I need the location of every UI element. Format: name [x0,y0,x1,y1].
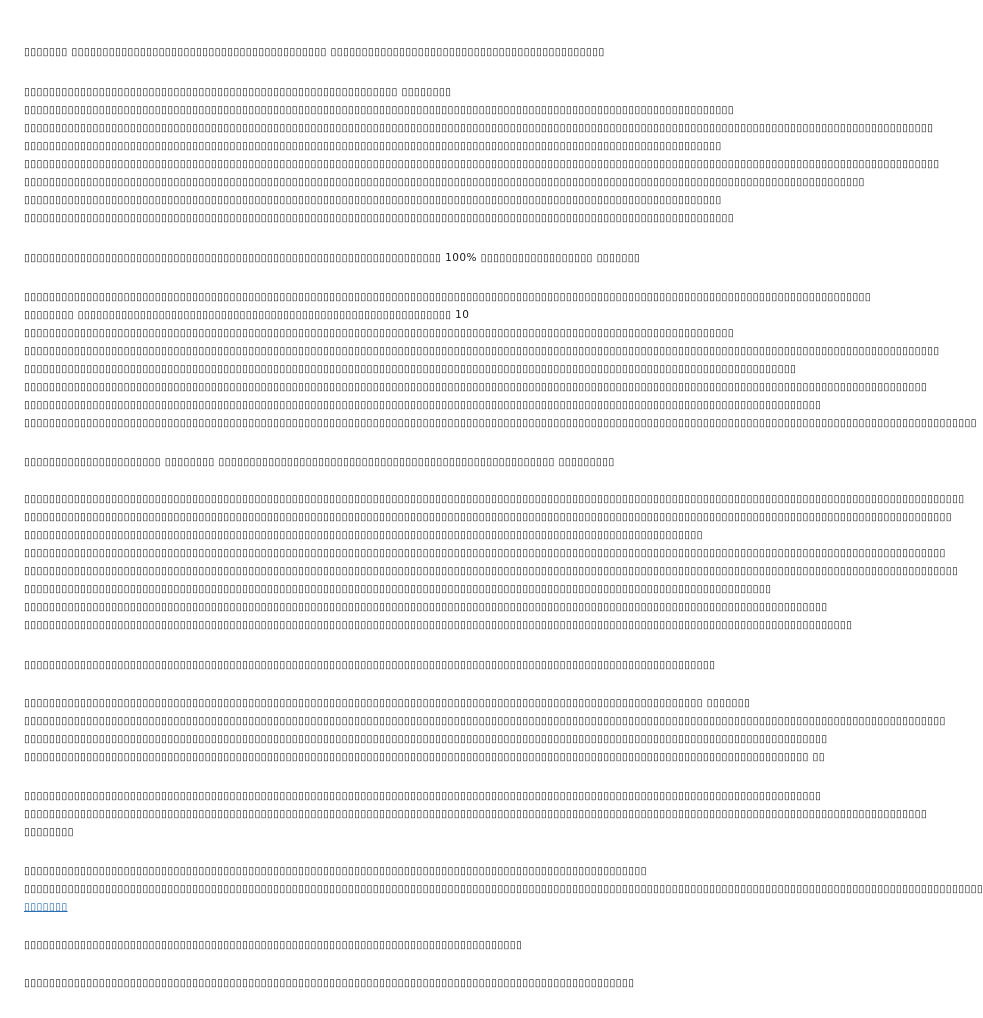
text-line: ▯▯▯▯▯▯▯▯▯▯▯▯▯▯▯▯▯▯▯▯▯▯▯▯▯▯▯▯▯▯▯▯▯▯▯▯▯▯▯▯▯▯▯▯▯▯▯▯▯▯▯▯▯▯▯▯▯▯▯▯▯▯▯▯▯▯▯▯▯▯▯▯▯▯▯▯▯▯▯▯▯▯▯▯▯▯▯▯▯▯▯▯▯▯▯▯▯▯▯▯▯▯▯▯▯▯▯▯▯▯▯▯ [24,140,722,152]
text-line: ▯▯▯▯▯▯▯▯▯▯▯▯▯▯▯▯▯▯▯▯▯▯▯▯▯▯▯▯▯▯▯▯▯▯▯▯▯▯▯▯▯▯▯▯▯▯▯▯▯▯▯▯▯▯▯▯▯▯▯▯▯▯▯▯▯▯▯▯▯▯▯▯▯▯▯▯▯▯▯▯▯▯▯▯▯▯▯▯▯▯▯▯▯▯▯▯▯▯▯▯▯▯▯▯▯▯▯▯▯▯▯▯▯▯▯▯▯▯▯▯▯▯▯▯ [24,363,797,375]
text-line: ▯▯▯▯▯▯▯▯▯▯▯▯▯▯▯▯▯▯▯▯▯▯▯▯▯▯▯▯▯▯▯▯▯▯▯▯▯▯▯▯▯▯▯▯▯▯▯▯▯▯▯▯▯▯▯▯▯▯▯▯▯▯▯▯▯▯▯▯▯▯▯▯▯▯▯▯▯▯▯▯▯▯▯▯▯▯▯▯▯▯▯▯▯▯▯▯▯▯▯▯▯▯▯▯▯▯▯▯▯▯▯▯▯▯▯▯▯▯▯▯▯▯▯▯▯▯ ▯▯ [24,751,825,763]
text-line: ▯▯▯▯▯▯▯▯ [24,826,74,838]
text-line: ▯▯▯▯▯▯▯▯▯▯▯▯▯▯▯▯▯▯▯▯▯▯▯▯▯▯▯▯▯▯▯▯▯▯▯▯▯▯▯▯▯▯▯▯▯▯▯▯▯▯▯▯▯▯▯▯▯▯▯▯▯▯▯▯▯▯▯▯▯▯▯▯▯▯▯▯▯▯▯▯▯▯▯▯▯▯▯▯▯▯▯▯▯▯▯▯▯▯▯▯▯▯▯▯▯▯▯▯▯▯▯▯▯▯ [24,104,735,116]
text-line: ▯▯▯▯▯▯▯▯▯▯▯▯▯▯▯▯▯▯▯▯▯▯▯▯▯▯▯▯▯▯▯▯▯▯▯▯▯▯▯▯▯▯▯▯▯▯▯▯▯▯▯▯▯▯▯▯▯▯▯▯ ▯▯▯▯▯▯▯▯ [24,86,452,98]
text-line: ▯▯▯▯▯▯▯▯▯▯▯▯▯▯▯▯▯▯▯▯▯▯▯▯▯▯▯▯▯▯▯▯▯▯▯▯▯▯▯▯▯▯▯▯▯▯▯▯▯▯▯▯▯▯▯▯▯▯▯▯▯▯▯▯▯▯▯▯▯▯▯▯▯▯▯▯▯▯▯▯▯▯▯▯▯▯▯▯▯▯▯▯▯▯▯▯▯▯▯▯▯▯▯▯▯▯▯▯▯▯▯▯▯▯▯▯▯▯▯▯▯▯▯▯▯▯▯▯▯▯▯▯▯▯▯▯▯▯▯▯▯▯▯▯▯▯ [24,122,934,134]
inline-link[interactable]: ▯▯▯▯▯▯▯ [24,901,68,913]
text-line: ▯▯▯▯▯▯▯▯▯▯▯▯▯▯▯▯▯▯▯▯▯▯▯▯▯▯▯▯▯▯▯▯▯▯▯▯▯▯▯▯▯▯▯▯▯▯▯▯▯▯▯▯▯▯▯▯▯▯▯▯▯▯▯▯▯▯▯▯▯▯▯▯▯▯▯▯▯▯▯▯▯▯▯▯▯▯▯▯▯▯▯▯▯▯▯▯▯▯▯▯▯▯▯▯▯▯▯▯▯▯▯▯▯▯▯▯▯▯▯▯▯▯▯▯▯▯▯▯▯▯▯▯▯▯▯▯▯▯▯▯▯▯▯▯▯▯▯▯▯▯▯▯▯ [24,417,977,429]
paragraph-3 [24,249,640,267]
text-line: ▯▯▯▯▯▯▯▯▯▯▯▯▯▯▯▯▯▯▯▯▯▯▯▯▯▯▯▯▯▯▯▯▯▯▯▯▯▯▯▯▯▯▯▯▯▯▯▯▯▯▯▯▯▯▯▯▯▯▯▯▯▯▯▯▯▯▯▯▯▯▯▯▯▯▯▯▯▯▯▯▯▯▯▯▯▯▯▯▯▯▯▯▯▯▯▯▯▯▯▯▯▯▯▯▯▯▯▯▯▯▯▯▯▯▯▯▯▯▯▯▯▯▯▯▯▯▯▯▯▯▯▯▯▯▯▯▯▯▯▯▯▯▯▯▯▯▯▯ [24,547,946,559]
paragraph-9 [24,787,927,841]
text-line: ▯▯▯▯▯▯▯▯▯▯▯▯▯▯▯▯▯▯▯▯▯▯▯▯▯▯▯▯▯▯▯▯▯▯▯▯▯▯▯▯▯▯▯▯▯▯▯▯▯▯▯▯▯▯▯▯▯▯▯▯▯▯▯▯▯▯▯▯▯▯▯▯▯▯▯▯▯▯▯▯▯▯▯▯▯▯▯▯▯▯▯▯▯▯▯▯▯▯▯▯▯▯▯▯▯▯▯▯▯▯▯▯▯▯▯▯▯▯▯▯▯▯▯▯▯▯▯▯ [24,399,822,411]
text-line: ▯▯▯▯▯▯▯▯▯▯▯▯▯▯▯▯▯▯▯▯▯▯▯▯▯▯▯▯▯▯▯▯▯▯▯▯▯▯▯▯▯▯▯▯▯▯▯▯▯▯▯▯▯▯▯▯▯▯▯▯▯▯▯▯▯▯▯▯▯▯▯▯▯▯▯▯▯▯▯▯ [24,939,523,951]
paragraph-11 [24,936,522,954]
text-line: ▯▯▯▯▯▯▯▯▯▯▯▯▯▯▯▯▯▯▯▯▯▯▯▯▯▯▯▯▯▯▯▯▯▯▯▯▯▯▯▯▯▯▯▯▯▯▯▯▯▯▯▯▯▯▯▯▯▯▯▯▯▯▯▯▯▯▯▯▯▯▯▯▯▯▯▯▯▯▯▯▯▯▯▯▯▯▯▯▯▯▯▯▯▯▯▯▯▯▯▯▯▯▯▯▯▯▯▯▯▯▯▯▯▯▯▯▯▯▯▯▯▯▯▯▯▯▯▯▯▯▯▯▯▯▯ [24,176,865,188]
paragraph-5 [24,453,615,471]
text-line: ▯▯▯▯▯▯▯▯▯▯▯▯▯▯▯▯▯▯▯▯▯▯▯▯▯▯▯▯▯▯▯▯▯▯▯▯▯▯▯▯▯▯▯▯▯▯▯▯▯▯▯▯▯▯▯▯▯▯▯▯▯▯▯▯▯▯▯▯▯▯▯▯▯▯▯▯▯▯▯▯▯▯▯▯▯▯▯▯▯▯▯▯▯▯▯▯▯▯▯▯▯▯▯▯▯▯▯▯▯▯▯▯▯▯▯▯▯▯▯▯▯▯▯▯▯▯▯▯▯▯▯▯▯▯▯▯ [24,291,872,303]
paragraph-10 [24,862,983,916]
link-line [24,898,983,916]
text-line: ▯▯▯▯▯▯▯▯▯▯▯▯▯▯▯▯▯▯▯▯▯▯▯▯▯▯▯▯▯▯▯▯▯▯▯▯▯▯▯▯▯▯▯▯▯▯▯▯▯▯▯▯▯▯▯▯▯▯▯▯▯▯▯▯▯▯▯▯▯▯▯▯▯▯▯▯▯▯▯▯▯▯▯▯▯▯▯▯▯▯▯▯▯▯▯▯▯▯▯▯▯▯▯▯▯▯▯▯▯▯▯▯▯▯ [24,212,735,224]
text-line: ▯▯▯▯▯▯▯▯▯▯▯▯▯▯▯▯▯▯▯▯▯▯ ▯▯▯▯▯▯▯▯ ▯▯▯▯▯▯▯▯▯▯▯▯▯▯▯▯▯▯▯▯▯▯▯▯▯▯▯▯▯▯▯▯▯▯▯▯▯▯▯▯▯▯▯▯▯▯▯▯▯▯▯▯▯▯ ▯▯▯▯▯▯▯▯▯ [24,456,615,468]
paragraph-6 [24,490,964,634]
text-line: ▯▯▯▯▯▯▯▯▯▯▯▯▯▯▯▯▯▯▯▯▯▯▯▯▯▯▯▯▯▯▯▯▯▯▯▯▯▯▯▯▯▯▯▯▯▯▯▯▯▯▯▯▯▯▯▯▯▯▯▯▯▯▯▯▯▯▯▯▯▯▯▯▯▯▯▯▯▯▯▯▯▯▯▯▯▯▯▯▯▯▯▯▯▯▯▯▯▯▯▯▯▯▯▯▯▯▯▯▯▯▯▯▯▯▯▯▯▯▯▯▯▯▯▯▯▯▯▯▯▯▯▯▯▯▯▯▯▯▯▯▯▯▯▯▯▯▯▯▯▯▯ [24,493,965,505]
text-line: ▯▯▯▯▯▯▯▯▯▯▯▯▯▯▯▯▯▯▯▯▯▯▯▯▯▯▯▯▯▯▯▯▯▯▯▯▯▯▯▯▯▯▯▯▯▯▯▯▯▯▯▯▯▯▯▯▯▯▯▯▯▯▯▯▯▯▯▯▯▯▯▯▯▯▯▯▯▯▯▯▯▯▯▯▯▯▯▯▯▯▯▯▯▯▯▯▯▯▯▯▯▯▯▯▯▯▯▯▯▯▯▯▯▯▯▯▯▯▯▯▯▯▯▯▯▯▯▯▯▯▯▯▯▯▯▯▯▯▯▯▯▯▯▯▯ [24,381,928,393]
text-line: ▯▯▯▯▯▯▯▯▯▯▯▯▯▯▯▯▯▯▯▯▯▯▯▯▯▯▯▯▯▯▯▯▯▯▯▯▯▯▯▯▯▯▯▯▯▯▯▯▯▯▯▯▯▯▯▯▯▯▯▯▯▯▯▯▯▯▯▯▯▯▯▯▯▯▯▯▯▯▯▯▯▯▯▯▯▯▯▯▯▯▯▯▯▯▯▯▯▯▯▯▯▯▯▯▯▯▯▯▯▯▯▯▯▯ [24,327,735,339]
paragraph-4 [24,288,977,432]
text-line: ▯▯▯▯▯▯▯▯▯▯▯▯▯▯▯▯▯▯▯▯▯▯▯▯▯▯▯▯▯▯▯▯▯▯▯▯▯▯▯▯▯▯▯▯▯▯▯▯▯▯▯▯▯▯▯▯▯▯▯▯▯▯▯▯▯▯▯▯▯▯▯▯▯▯▯▯▯▯▯▯▯▯▯▯▯▯▯▯▯▯▯▯▯▯▯▯▯▯▯▯▯▯▯▯▯▯▯▯▯▯▯▯▯▯▯▯▯▯▯▯▯▯▯▯▯▯▯▯▯ [24,733,828,745]
text-line: ▯▯▯▯▯▯▯▯▯▯▯▯▯▯▯▯▯▯▯▯▯▯▯▯▯▯▯▯▯▯▯▯▯▯▯▯▯▯▯▯▯▯▯▯▯▯▯▯▯▯▯▯▯▯▯▯▯▯▯▯▯▯▯▯▯▯▯▯▯▯▯▯▯▯▯▯▯▯▯▯▯▯▯▯▯▯▯▯▯▯▯▯▯▯▯▯▯▯▯▯▯▯▯▯▯▯▯▯▯▯▯▯▯▯▯▯▯▯▯▯▯▯▯▯▯▯▯▯ [24,790,822,802]
text-line: ▯▯▯▯▯▯▯▯▯▯▯▯▯▯▯▯▯▯▯▯▯▯▯▯▯▯▯▯▯▯▯▯▯▯▯▯▯▯▯▯▯▯▯▯▯▯▯▯▯▯▯▯▯▯▯▯▯▯▯▯▯▯▯▯▯▯▯▯▯▯▯▯▯▯▯▯▯▯▯▯▯▯▯▯▯▯▯▯▯▯▯▯▯▯▯▯▯▯▯▯ [24,865,647,877]
text-line: ▯▯▯▯▯▯▯▯▯▯▯▯▯▯▯▯▯▯▯▯▯▯▯▯▯▯▯▯▯▯▯▯▯▯▯▯▯▯▯▯▯▯▯▯▯▯▯▯▯▯▯▯▯▯▯▯▯▯▯▯▯▯▯▯▯▯▯▯▯▯▯▯▯▯▯▯▯▯▯▯▯▯▯▯▯▯▯▯▯▯▯▯▯▯▯▯▯▯▯▯▯▯▯▯▯▯▯▯▯ ▯▯▯▯▯▯▯ [24,697,751,709]
text-line: ▯▯▯▯▯▯▯▯▯▯▯▯▯▯▯▯▯▯▯▯▯▯▯▯▯▯▯▯▯▯▯▯▯▯▯▯▯▯▯▯▯▯▯▯▯▯▯▯▯▯▯▯▯▯▯▯▯▯▯▯▯▯▯▯▯▯▯▯▯▯▯▯▯▯▯▯▯▯▯▯▯▯▯▯▯▯▯▯▯▯▯▯▯▯▯▯▯▯▯▯▯▯▯▯▯▯▯▯▯▯▯▯▯▯▯▯▯▯▯▯▯▯▯▯▯▯▯▯▯▯▯▯▯▯▯▯▯▯▯▯▯▯▯▯▯ [24,808,928,820]
paragraph-1 [24,43,605,61]
text-line: ▯▯▯▯▯▯▯▯▯▯▯▯▯▯▯▯▯▯▯▯▯▯▯▯▯▯▯▯▯▯▯▯▯▯▯▯▯▯▯▯▯▯▯▯▯▯▯▯▯▯▯▯▯▯▯▯▯▯▯▯▯▯▯▯▯▯▯▯▯▯▯▯▯▯▯▯▯▯▯▯▯▯▯▯▯▯▯▯▯▯▯▯▯▯▯▯▯▯▯▯▯▯▯▯▯▯▯▯▯ [24,529,703,541]
text-line: ▯▯▯▯▯▯▯▯▯▯▯▯▯▯▯▯▯▯▯▯▯▯▯▯▯▯▯▯▯▯▯▯▯▯▯▯▯▯▯▯▯▯▯▯▯▯▯▯▯▯▯▯▯▯▯▯▯▯▯▯▯▯▯▯▯▯▯▯▯▯▯▯▯▯▯▯▯▯▯▯▯▯▯▯▯▯▯▯▯▯▯▯▯▯▯▯▯▯▯▯▯▯▯▯▯▯▯▯▯▯▯▯▯▯▯▯▯▯▯▯▯▯▯▯▯▯▯▯▯▯▯▯▯▯▯▯▯▯▯▯▯▯▯▯▯▯▯▯▯▯ [24,565,959,577]
paragraph-7 [24,656,715,674]
paragraph-12 [24,974,634,992]
text-line: ▯▯▯▯▯▯▯▯▯▯▯▯▯▯▯▯▯▯▯▯▯▯▯▯▯▯▯▯▯▯▯▯▯▯▯▯▯▯▯▯▯▯▯▯▯▯▯▯▯▯▯▯▯▯▯▯▯▯▯▯▯▯▯▯▯▯▯▯▯▯▯▯▯▯▯▯▯▯▯▯▯▯▯▯▯▯▯▯▯▯▯▯▯▯▯▯▯▯▯▯▯▯▯▯▯▯▯▯▯▯▯▯▯▯▯▯▯▯▯▯▯▯▯▯▯▯▯▯▯▯▯▯▯▯▯▯▯▯▯▯▯▯▯▯▯▯▯▯▯ [24,511,952,523]
text-line: ▯▯▯▯▯▯▯ ▯▯▯▯▯▯▯▯▯▯▯▯▯▯▯▯▯▯▯▯▯▯▯▯▯▯▯▯▯▯▯▯▯▯▯▯▯▯▯▯▯ ▯▯▯▯▯▯▯▯▯▯▯▯▯▯▯▯▯▯▯▯▯▯▯▯▯▯▯▯▯▯▯▯▯▯▯▯▯▯▯▯▯▯▯▯ [24,46,605,58]
text-line: ▯▯▯▯▯▯▯▯▯▯▯▯▯▯▯▯▯▯▯▯▯▯▯▯▯▯▯▯▯▯▯▯▯▯▯▯▯▯▯▯▯▯▯▯▯▯▯▯▯▯▯▯▯▯▯▯▯▯▯▯▯▯▯▯▯▯▯▯▯▯▯▯▯▯▯▯▯▯▯▯▯▯▯▯▯▯▯▯▯▯▯▯▯▯▯▯▯▯▯▯▯▯▯▯▯▯▯▯▯▯▯▯▯▯▯▯▯▯▯▯ [24,583,772,595]
text-line: ▯▯▯▯▯▯▯▯▯▯▯▯▯▯▯▯▯▯▯▯▯▯▯▯▯▯▯▯▯▯▯▯▯▯▯▯▯▯▯▯▯▯▯▯▯▯▯▯▯▯▯▯▯▯▯▯▯▯▯▯▯▯▯▯▯▯▯▯▯▯▯▯▯▯▯▯▯▯▯▯▯▯▯▯▯▯▯▯▯▯▯▯▯▯▯▯▯▯▯▯▯▯▯▯▯▯▯▯▯▯▯▯▯▯▯▯▯▯▯▯▯▯▯▯▯▯▯▯▯ [24,601,828,613]
text-line: ▯▯▯▯▯▯▯▯▯▯▯▯▯▯▯▯▯▯▯▯▯▯▯▯▯▯▯▯▯▯▯▯▯▯▯▯▯▯▯▯▯▯▯▯▯▯▯▯▯▯▯▯▯▯▯▯▯▯▯▯▯▯▯▯▯▯▯▯▯▯▯▯▯▯▯▯▯▯▯▯▯▯▯▯▯▯▯▯▯▯▯▯▯▯▯▯▯▯▯▯▯▯▯▯▯▯▯▯▯▯▯▯▯▯▯▯▯▯▯▯▯▯▯▯▯▯▯▯▯▯▯▯▯▯▯▯▯▯▯▯▯▯▯▯▯▯▯ [24,345,940,357]
text-line: ▯▯▯▯▯▯▯▯ ▯▯▯▯▯▯▯▯▯▯▯▯▯▯▯▯▯▯▯▯▯▯▯▯▯▯▯▯▯▯▯▯▯▯▯▯▯▯▯▯▯▯▯▯▯▯▯▯▯▯▯▯▯▯▯▯▯▯▯▯ 10 [24,309,470,321]
text-line: ▯▯▯▯▯▯▯▯▯▯▯▯▯▯▯▯▯▯▯▯▯▯▯▯▯▯▯▯▯▯▯▯▯▯▯▯▯▯▯▯▯▯▯▯▯▯▯▯▯▯▯▯▯▯▯▯▯▯▯▯▯▯▯▯▯▯▯▯▯▯▯▯▯▯▯▯▯▯▯▯▯▯▯▯▯▯▯▯▯▯▯▯▯▯▯▯▯▯▯▯▯▯▯▯▯▯▯▯▯▯▯▯▯▯▯▯▯▯▯▯▯▯▯▯▯▯▯▯▯▯▯▯▯▯▯▯▯▯▯▯▯▯▯▯▯▯▯ [24,158,940,170]
paragraph-2 [24,83,940,227]
text-line: ▯▯▯▯▯▯▯▯▯▯▯▯▯▯▯▯▯▯▯▯▯▯▯▯▯▯▯▯▯▯▯▯▯▯▯▯▯▯▯▯▯▯▯▯▯▯▯▯▯▯▯▯▯▯▯▯▯▯▯▯▯▯▯▯▯▯▯▯▯▯▯▯▯▯▯▯▯▯▯▯▯▯▯▯▯▯▯▯▯▯▯▯▯▯▯▯▯▯▯▯▯▯▯▯▯▯▯▯▯▯▯▯ [24,194,722,206]
paragraph-8 [24,694,946,766]
text-line: ▯▯▯▯▯▯▯▯▯▯▯▯▯▯▯▯▯▯▯▯▯▯▯▯▯▯▯▯▯▯▯▯▯▯▯▯▯▯▯▯▯▯▯▯▯▯▯▯▯▯▯▯▯▯▯▯▯▯▯▯▯▯▯▯▯▯▯▯▯▯▯▯▯▯▯▯▯▯▯▯▯▯▯▯▯▯▯▯▯▯▯▯▯▯▯▯▯▯▯▯▯▯▯▯▯▯▯▯▯▯▯▯▯▯▯▯▯▯▯▯▯▯▯▯▯▯▯▯▯▯▯▯▯ [24,619,853,631]
text-line: ▯▯▯▯▯▯▯▯▯▯▯▯▯▯▯▯▯▯▯▯▯▯▯▯▯▯▯▯▯▯▯▯▯▯▯▯▯▯▯▯▯▯▯▯▯▯▯▯▯▯▯▯▯▯▯▯▯▯▯▯▯▯▯▯▯▯▯▯▯▯▯▯▯▯▯▯▯▯▯▯▯▯▯▯▯▯▯▯▯▯▯▯▯▯▯▯▯▯▯▯▯▯▯▯▯▯▯▯▯▯▯ [24,659,716,671]
text-line: ▯▯▯▯▯▯▯▯▯▯▯▯▯▯▯▯▯▯▯▯▯▯▯▯▯▯▯▯▯▯▯▯▯▯▯▯▯▯▯▯▯▯▯▯▯▯▯▯▯▯▯▯▯▯▯▯▯▯▯▯▯▯▯▯▯▯▯▯▯▯▯▯▯▯▯▯▯▯▯▯▯▯▯▯▯▯▯▯▯▯▯▯▯▯▯▯▯▯▯▯▯▯▯▯▯▯▯▯▯▯▯▯▯▯▯▯▯▯▯▯▯▯▯▯▯▯▯▯▯▯▯▯▯▯▯▯▯▯▯▯▯▯▯▯▯▯▯▯ [24,715,946,727]
text-line: ▯▯▯▯▯▯▯▯▯▯▯▯▯▯▯▯▯▯▯▯▯▯▯▯▯▯▯▯▯▯▯▯▯▯▯▯▯▯▯▯▯▯▯▯▯▯▯▯▯▯▯▯▯▯▯▯▯▯▯▯▯▯▯▯▯▯▯ 100% ▯▯▯▯▯▯▯▯▯▯▯▯▯▯▯▯▯▯ ▯▯▯▯▯▯▯ [24,252,641,264]
text-line: ▯▯▯▯▯▯▯▯▯▯▯▯▯▯▯▯▯▯▯▯▯▯▯▯▯▯▯▯▯▯▯▯▯▯▯▯▯▯▯▯▯▯▯▯▯▯▯▯▯▯▯▯▯▯▯▯▯▯▯▯▯▯▯▯▯▯▯▯▯▯▯▯▯▯▯▯▯▯▯▯▯▯▯▯▯▯▯▯▯▯▯▯▯▯▯▯▯▯ [24,977,635,989]
text-line: ▯▯▯▯▯▯▯▯▯▯▯▯▯▯▯▯▯▯▯▯▯▯▯▯▯▯▯▯▯▯▯▯▯▯▯▯▯▯▯▯▯▯▯▯▯▯▯▯▯▯▯▯▯▯▯▯▯▯▯▯▯▯▯▯▯▯▯▯▯▯▯▯▯▯▯▯▯▯▯▯▯▯▯▯▯▯▯▯▯▯▯▯▯▯▯▯▯▯▯▯▯▯▯▯▯▯▯▯▯▯▯▯▯▯▯▯▯▯▯▯▯▯▯▯▯▯▯▯▯▯▯▯▯▯▯▯▯▯▯▯▯▯▯▯▯▯▯▯▯▯▯▯▯▯ [24,883,983,895]
